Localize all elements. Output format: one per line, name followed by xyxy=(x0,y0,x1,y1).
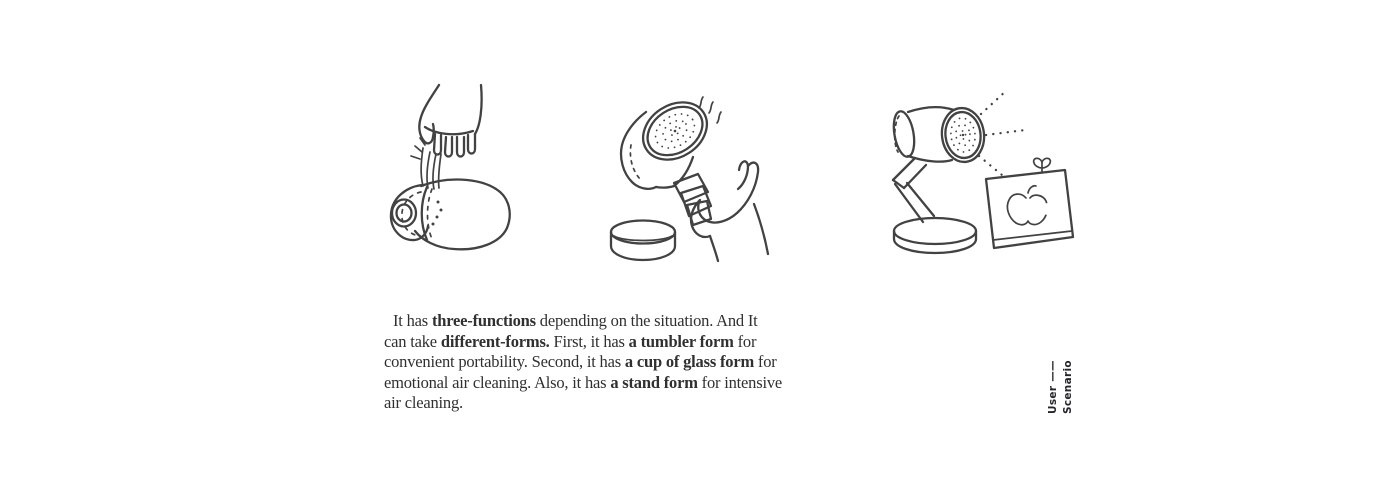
lamp-head-sketch xyxy=(891,106,987,165)
text-segment: can take xyxy=(384,331,441,351)
lamp-base-sketch xyxy=(894,218,976,253)
highlighted-phrase: a tumbler form xyxy=(628,331,734,351)
text-segment: convenient portability. Second, it has xyxy=(384,352,625,372)
sprout-sketch xyxy=(1034,158,1051,172)
text-segment: for xyxy=(733,331,757,351)
cup-sketch xyxy=(621,95,718,189)
strap-folds-sketch xyxy=(674,174,711,225)
highlighted-phrase: a cup of glass form xyxy=(624,352,754,372)
text-segment: depending on the situation. And It xyxy=(535,311,758,330)
highlighted-phrase: different-forms. xyxy=(440,331,550,351)
stand-form-illustration xyxy=(878,85,1082,255)
description-paragraph xyxy=(384,311,784,414)
tumbler-body-sketch xyxy=(391,180,510,250)
paragraph-line xyxy=(384,393,784,414)
highlighted-phrase: a stand form xyxy=(610,372,698,392)
text-segment: for intensive xyxy=(697,372,783,392)
paragraph-line xyxy=(384,352,784,373)
hand-sketch xyxy=(419,85,481,157)
text-segment: First, it has xyxy=(549,331,629,351)
cup-of-glass-form-illustration xyxy=(598,95,776,263)
text-segment: It has xyxy=(393,311,432,330)
paragraph-line xyxy=(384,373,784,394)
tumbler-form-illustration xyxy=(375,82,525,257)
text-segment: for xyxy=(754,352,777,372)
laptop-sketch xyxy=(986,158,1073,248)
hand-sketch xyxy=(691,161,768,261)
lamp-arm-sketch xyxy=(893,158,934,222)
section-label-line1: User —— xyxy=(1047,360,1059,414)
apple-logo-sketch xyxy=(1007,186,1054,225)
text-segment: emotional air cleaning. Also, it has xyxy=(384,372,611,392)
paragraph-line xyxy=(384,311,784,332)
base-dish-sketch xyxy=(611,221,675,261)
paragraph-line xyxy=(384,332,784,353)
air-flow-dotted-rays xyxy=(979,90,1025,175)
section-label-line2: Scenario xyxy=(1062,360,1074,414)
highlighted-phrase: three-functions xyxy=(431,311,536,330)
text-segment: air cleaning. xyxy=(384,393,463,413)
section-label xyxy=(1046,348,1080,414)
